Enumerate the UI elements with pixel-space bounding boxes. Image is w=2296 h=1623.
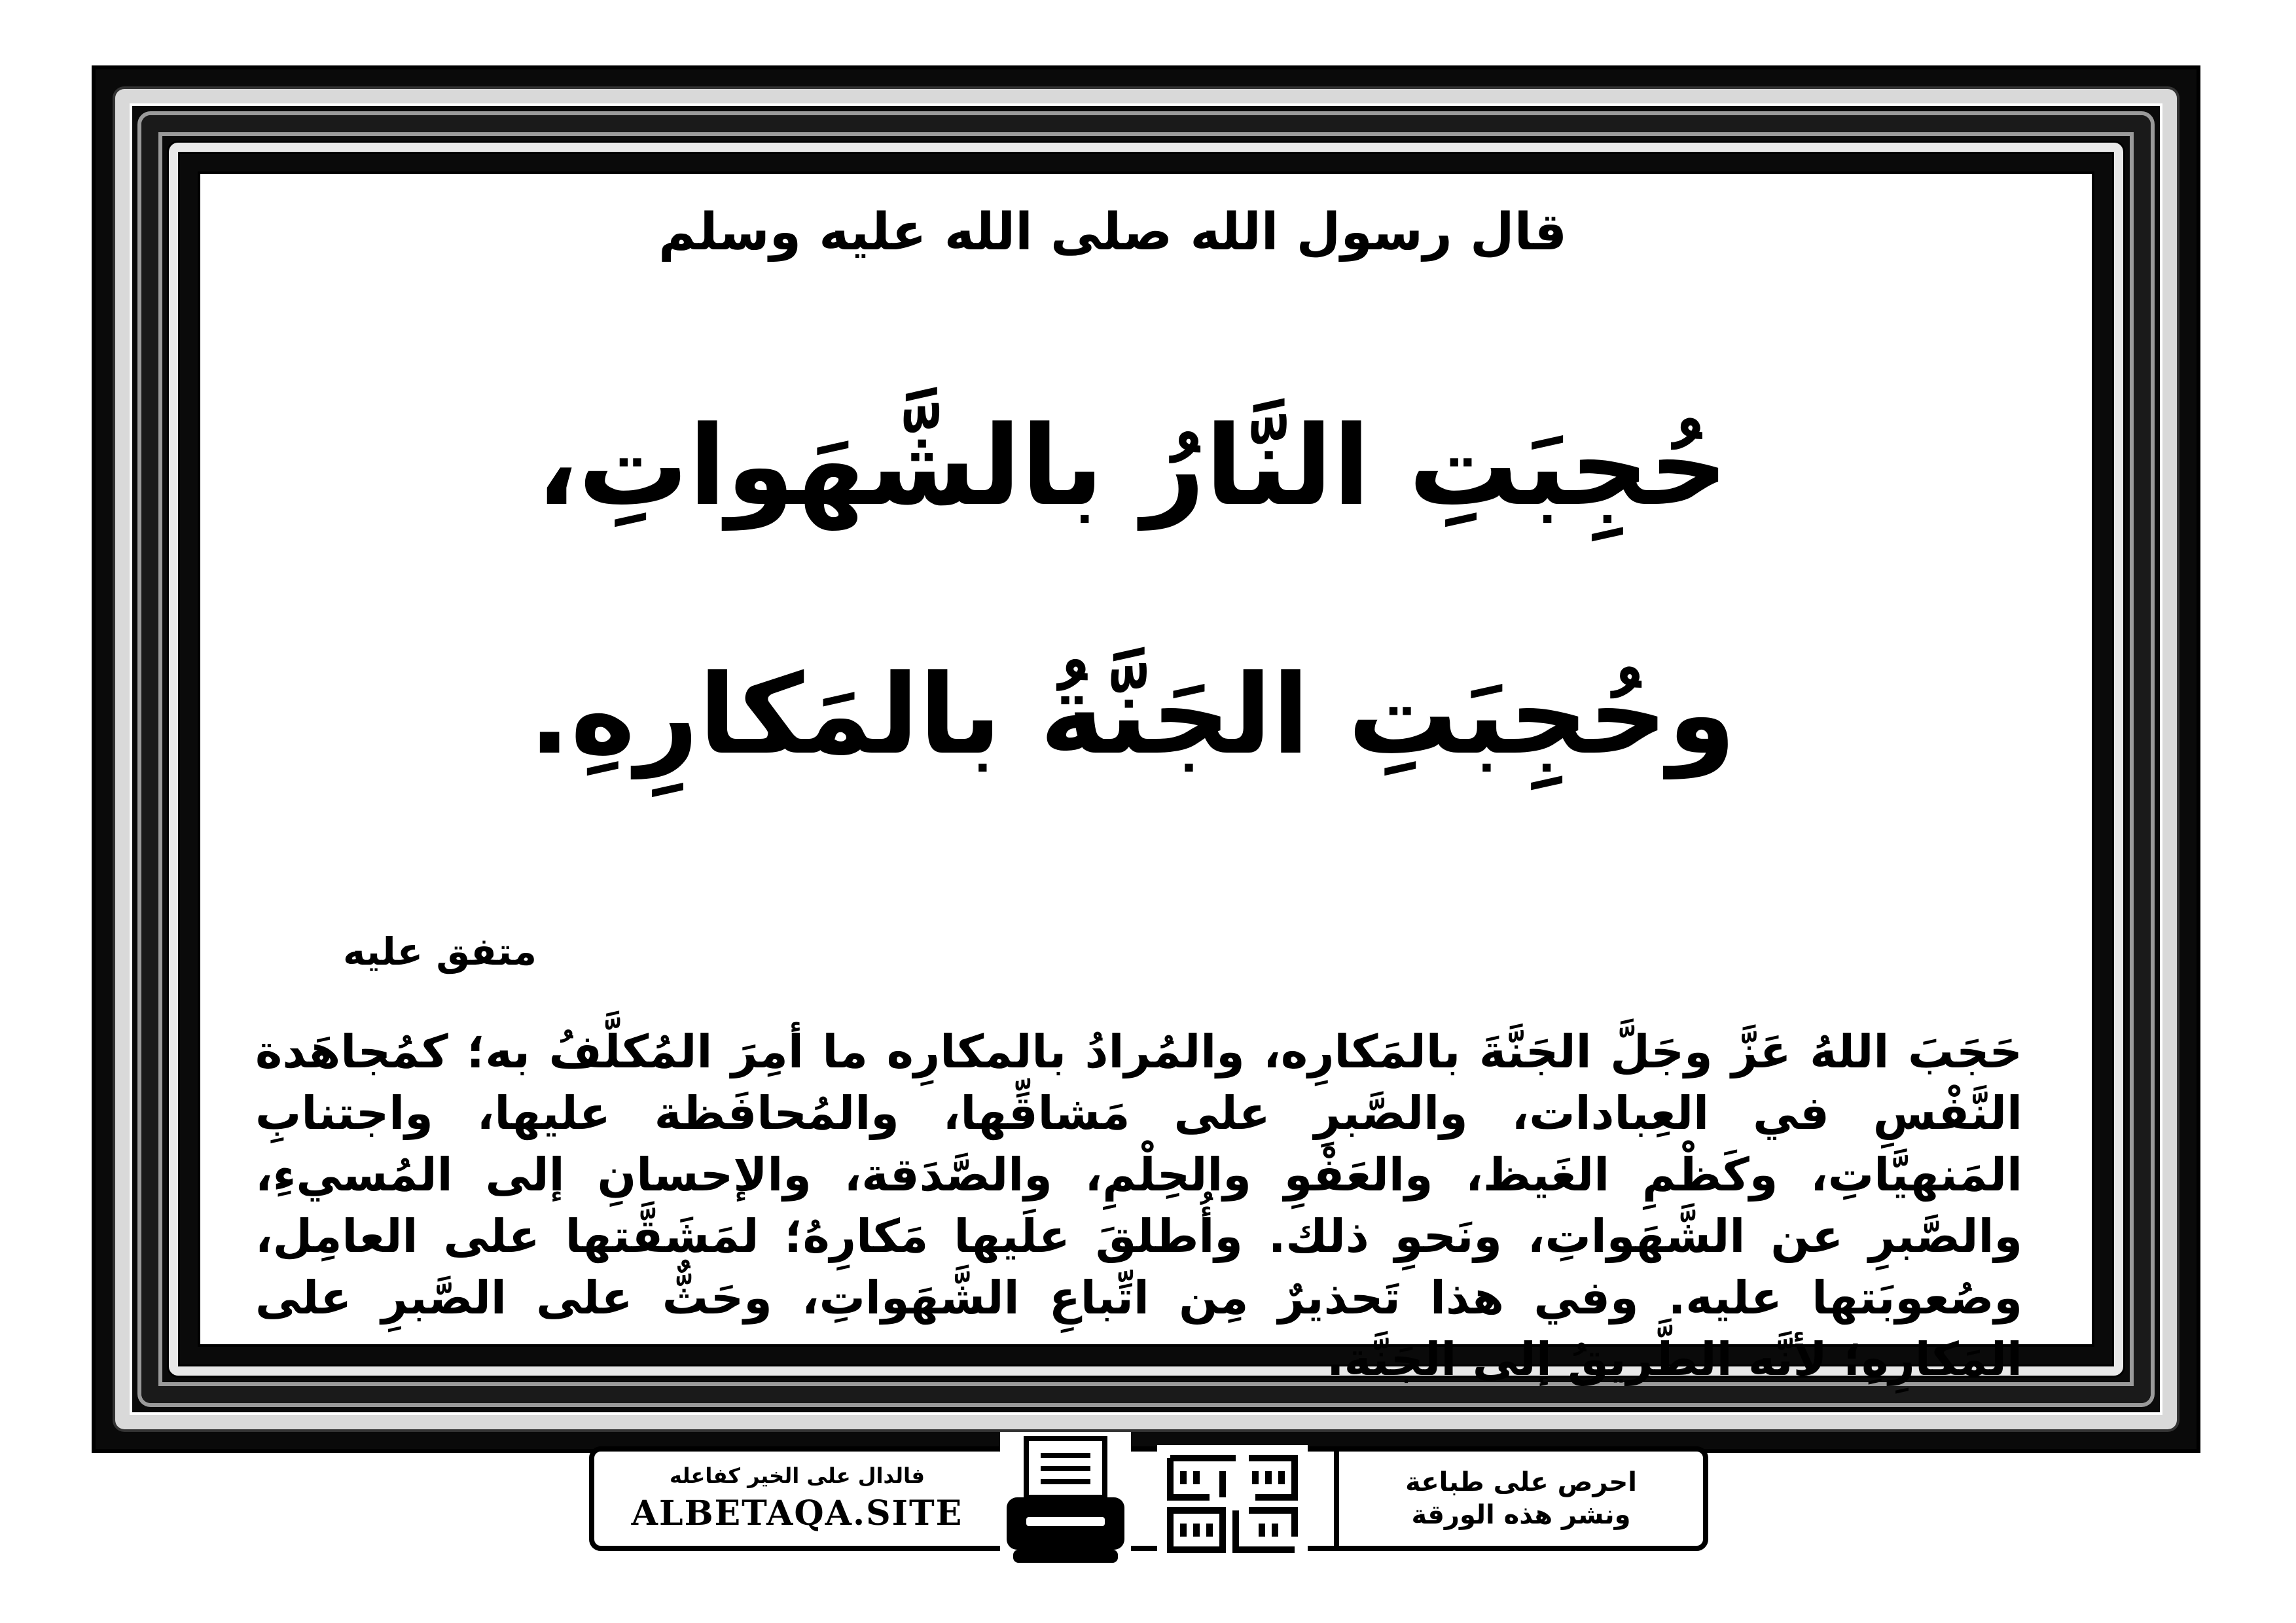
- footer-reminder-line-1: احرص على طباعة: [1405, 1467, 1637, 1497]
- printer-icon: [1000, 1432, 1131, 1576]
- hadith-intro-heading: قال رسول الله صلى الله عليه وسلم: [658, 203, 1568, 262]
- hadith-text-line-2: وحُجِبَتِ الجَنَّةُ بالمَكارِهِ.: [528, 651, 1736, 779]
- footer-site-box: [594, 1452, 1000, 1546]
- footer-reminder-line-2: ونشر هذه الورقة: [1411, 1500, 1631, 1530]
- footer-print-reminder: [1339, 1452, 1703, 1546]
- hadith-text-line-1: حُجِبَتِ النَّارُ بالشَّهَواتِ،: [536, 402, 1729, 530]
- footer-bar: [589, 1446, 1708, 1551]
- footer-site-link[interactable]: ALBETAQA.SITE: [631, 1493, 963, 1533]
- hadith-explanation-paragraph: حَجَبَ اللهُ عَزَّ وجَلَّ الجَنَّةَ بالمَكارِه، والمُرادُ بالمكارِه ما أمِرَ المُكلَّفُ به؛ كمُجاهَدة النَّفْسِ في العِبادات، والصَّبرِ على مَشاقِّها، والمُحافَظة عليها، واجتنابِ المَنهيَّاتِ، وكَظْمِ الغَيظ، والعَفْوِ والحِلْمِ، والصَّدَقة، والإحسانِ إلى المُسيءِ، والصَّبرِ عن الشَّهَواتِ، ونَحوِ ذلك. وأُطلقَ علَيها مَكارِهُ؛ لمَشَقَّتها على العامِل، وصُعوبَتها عليه. وفي هذا تَحذيرٌ مِن اتِّباعِ الشَّهَواتِ، وحَثٌّ على الصَّبرِ على المَكارِهِ؛ لأنَّه الطَّريقُ إلى الجَنَّة.: [255, 1025, 2022, 1386]
- footer-saying: فالدال على الخير كفاعله: [670, 1463, 925, 1488]
- footer-divider: [1334, 1452, 1339, 1546]
- hadith-source-label: متفق عليه: [343, 929, 537, 974]
- dawat-alwaraqa-logo: [1157, 1445, 1308, 1563]
